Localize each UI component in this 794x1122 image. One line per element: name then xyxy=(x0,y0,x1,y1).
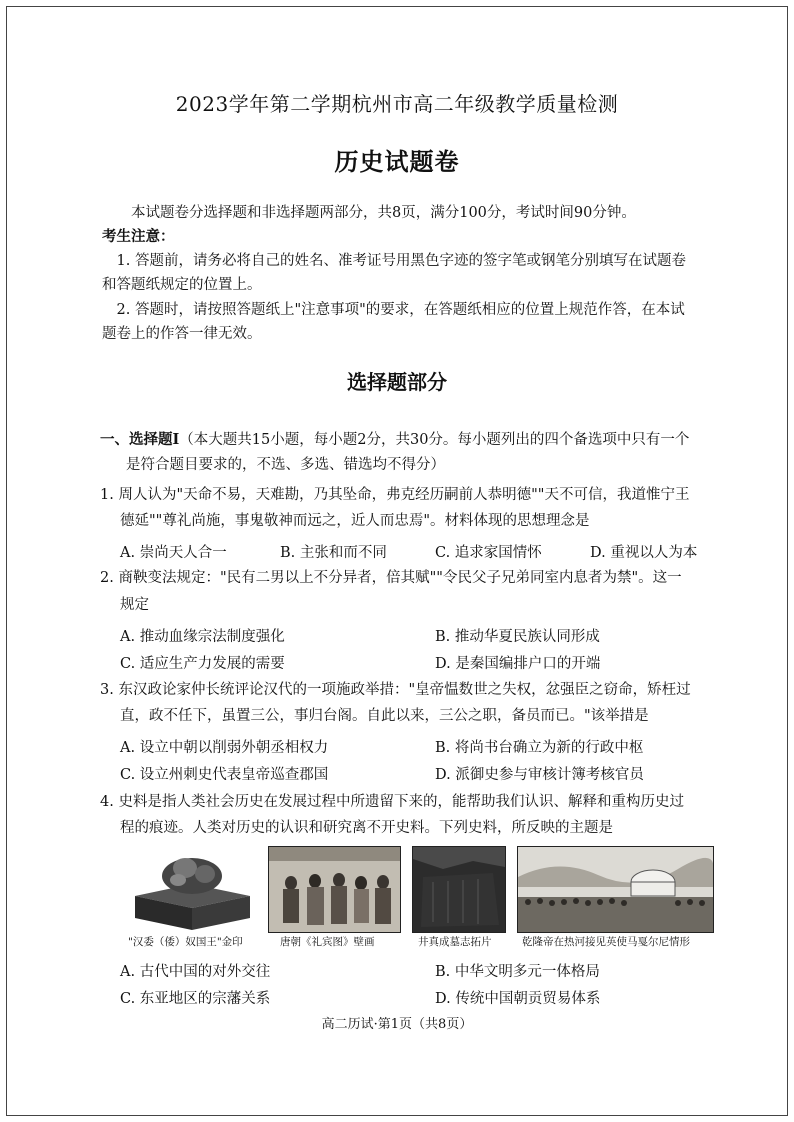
question-2-line-1: 2. 商鞅变法规定："民有二男以上不分异者，倍其赋""令民父子兄弟同室内息者为禁"。这一 xyxy=(100,570,682,586)
paper-subtitle: 历史试题卷 xyxy=(334,147,460,176)
caption-gold-seal: "汉委（倭）奴国王"金印 xyxy=(128,936,243,948)
caption-tang-mural: 唐朝《礼宾图》壁画 xyxy=(280,936,375,948)
question-4-line-1: 4. 史料是指人类社会历史在发展过程中所遗留下来的，能帮助我们认识、解释和重构历史过 xyxy=(100,794,684,810)
section-instructions-label: 一、选择题Ⅰ xyxy=(100,431,180,448)
q4-option-c[interactable]: C. 东亚地区的宗藩关系 xyxy=(120,991,271,1007)
q3-option-b[interactable]: B. 将尚书台确立为新的行政中枢 xyxy=(435,740,644,756)
question-2-line-2: 规定 xyxy=(120,597,149,613)
question-3-line-2: 直，政不任下，虽置三公，事归台阁。自此以来，三公之职，备员而已。"该举措是 xyxy=(120,708,649,724)
notice-2-line-2: 题卷上的作答一律无效。 xyxy=(102,326,262,342)
question-1-line-2: 德延""尊礼尚施，事鬼敬神而远之，近人而忠焉"。材料体现的思想理念是 xyxy=(120,513,590,529)
question-4-line-2: 程的痕迹。人类对历史的认识和研究离不开史料。下列史料，所反映的主题是 xyxy=(120,820,613,836)
qianlong-reception-image xyxy=(517,846,714,933)
q2-option-d[interactable]: D. 是秦国编排户口的开端 xyxy=(435,656,601,672)
q4-option-d[interactable]: D. 传统中国朝贡贸易体系 xyxy=(435,991,601,1007)
caption-qianlong-reception: 乾隆帝在热河接见英使马戛尔尼情形 xyxy=(522,936,690,948)
section-instructions-line-2: 是符合题目要求的，不选、多选、错选均不得分） xyxy=(126,457,445,473)
q2-option-c[interactable]: C. 适应生产力发展的需要 xyxy=(120,656,285,672)
q4-option-b[interactable]: B. 中华文明多元一体格局 xyxy=(435,964,600,980)
q3-option-c[interactable]: C. 设立州刺史代表皇帝巡查郡国 xyxy=(120,767,329,783)
q1-option-c[interactable]: C. 追求家国情怀 xyxy=(435,545,542,561)
q4-option-a[interactable]: A. 古代中国的对外交往 xyxy=(120,964,271,980)
notice-1-line-2: 和答题纸规定的位置上。 xyxy=(102,277,262,293)
q3-option-d[interactable]: D. 派御史参与审核计簿考核官员 xyxy=(435,767,644,783)
page-footer: 高二历试·第1页（共8页） xyxy=(321,1017,473,1032)
notice-label: 考生注意： xyxy=(102,228,175,245)
section-instructions-line-1: 一、选择题Ⅰ（本大题共15小题，每小题2分，共30分。每小题列出的四个备选项中只有一个 xyxy=(100,431,690,448)
exam-title: 2023学年第二学期杭州市高二年级教学质量检测 xyxy=(175,92,619,116)
q1-option-a[interactable]: A. 崇尚天人合一 xyxy=(120,545,227,561)
tang-mural-image xyxy=(268,846,401,933)
q2-option-b[interactable]: B. 推动华夏民族认同形成 xyxy=(435,629,600,645)
notice-2-line-1: 2. 答题时，请按照答题纸上"注意事项"的要求，在答题纸相应的位置上规范作答，在本试 xyxy=(116,302,685,318)
q1-option-d[interactable]: D. 重视以人为本 xyxy=(590,545,698,561)
question-3-line-1: 3. 东汉政论家仲长统评论汉代的一项施政举措："皇帝愠数世之失权，忿强臣之窃命，矫枉过 xyxy=(100,682,691,698)
section-title: 选择题部分 xyxy=(347,370,447,394)
q3-option-a[interactable]: A. 设立中朝以削弱外朝丞相权力 xyxy=(120,740,329,756)
tomb-rubbing-image xyxy=(412,846,506,933)
question-1-line-1: 1. 周人认为"天命不易，天难勘，乃其坠命，弗克经历嗣前人恭明德""天不可信，我道惟宁王 xyxy=(100,487,690,503)
notice-1-line-1: 1. 答题前，请务必将自己的姓名、准考证号用黑色字迹的签字笔或钢笔分别填写在试题卷 xyxy=(116,253,686,269)
q2-option-a[interactable]: A. 推动血缘宗法制度强化 xyxy=(120,629,285,645)
gold-seal-image xyxy=(130,846,255,931)
intro-text: 本试题卷分选择题和非选择题两部分，共8页，满分100分，考试时间90分钟。 xyxy=(131,205,636,221)
caption-tomb-rubbing: 井真成墓志拓片 xyxy=(418,936,492,948)
q1-option-b[interactable]: B. 主张和而不同 xyxy=(280,545,387,561)
